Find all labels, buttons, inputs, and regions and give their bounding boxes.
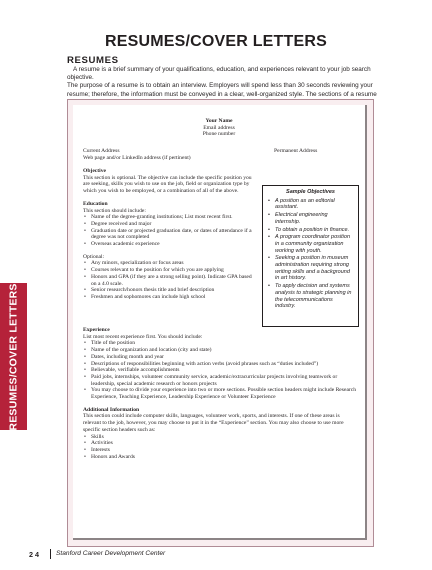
intro-paragraph-1: A resume is a brief summary of your qualifications, education, and experiences relevant to your job search objective. (67, 66, 371, 82)
side-section-tab-label: RESUMES/COVER LETTERS (7, 282, 20, 431)
resume-name: Your Name (205, 118, 233, 124)
list-item: • Honors and GPA (if they are a strong selling point). Indicate GPA based on a 4.0 scale. (83, 274, 258, 287)
web-address: Web page and/or LinkedIn address (if pertinent) (83, 154, 191, 161)
footer-center-name: Stanford Career Development Center (56, 550, 166, 557)
list-item: • Degree received and major (83, 221, 258, 228)
resume-main-column (83, 168, 258, 301)
objective-text: This section is optional. The objective can include the specific position you are seeking, skills you wish to use on the job, field or organization type by which you wish to be employed, or a combination of all of the above. (83, 174, 252, 195)
sample-resume-frame (67, 99, 374, 547)
list-item: • Courses relevant to the position for which you are applying (83, 267, 258, 274)
additional-info-list (83, 434, 359, 461)
list-item: • Interests (83, 447, 359, 454)
resume-phone: Phone number (202, 131, 236, 138)
education-heading: Education (83, 200, 108, 207)
section-heading: RESUMES (67, 55, 119, 66)
additional-info-text: This section could include computer skills, languages, volunteer work, sports, and interests. If one of these areas is relevant to the job, however, you may choose to put it in the “Experience” section. You may also choose to use more specific section headers such as: (83, 413, 344, 433)
list-item: • Descriptions of responsibilities beginning with action verbs (avoid phrases such as “duties included”) (83, 361, 359, 368)
current-address-block (83, 148, 191, 161)
objective-heading: Objective (83, 168, 106, 174)
side-section-tab (0, 283, 27, 430)
resume-lower-section (83, 327, 359, 460)
additional-info-heading: Additional Information (83, 406, 140, 413)
experience-list (83, 340, 359, 400)
sample-objective-item: • To apply decision and systems analysis to strategic planning in the telecommunications industry. (268, 283, 353, 310)
permanent-address: Permanent Address (274, 148, 318, 154)
list-item: • Skills (83, 434, 359, 441)
list-item: • You may choose to divide your experience into two or more sections. Possible section headers might include Research Experience, Teaching Experience, Leadership Experience or Volunteer Experience (83, 387, 359, 400)
resume-header (73, 118, 365, 138)
sample-objective-item: • Seeking a position in museum administration requiring strong writing skills and a background in art history. (268, 255, 353, 282)
experience-heading: Experience (83, 327, 110, 333)
optional-list (83, 260, 258, 300)
sample-resume-sheet (73, 105, 367, 540)
list-item: • Senior research/honors thesis title and brief description (83, 287, 258, 294)
list-item: • Dates, including month and year (83, 354, 359, 361)
list-item: • Graduation date or projected graduation date, or dates of attendance if a degree was not completed (83, 228, 258, 241)
sample-objective-item: • A program coordinator position in a community organization working with youth. (268, 234, 353, 254)
page-title: RESUMES/COVER LETTERS (104, 33, 327, 50)
intro-paragraph-2: The purpose of a resume is to obtain an interview. Employers will spend less than 30 seconds reviewing your resume; therefore, the information must be conveyed in a clear, well-organized style. The sections of a resume (67, 82, 377, 98)
sample-objectives-list (268, 198, 353, 310)
current-address: Current Address (83, 148, 120, 154)
resume-email: Email address (203, 124, 235, 131)
list-item: • Activities (83, 440, 359, 447)
list-item: • Freshmen and sophomores can include high school (83, 294, 258, 301)
list-item: • Name of the organization and location (city and state) (83, 347, 359, 354)
education-list (83, 214, 258, 248)
education-intro: This section should include: (83, 207, 146, 214)
sample-objective-item: • Electrical engineering internship. (268, 212, 353, 225)
footer-divider (50, 549, 51, 559)
list-item: • Title of the position (83, 340, 359, 347)
sample-objective-item: • A position as an editorial assistant. (268, 198, 353, 211)
page-number: 24 (29, 550, 41, 559)
sample-objective-item: • To obtain a position in finance. (268, 227, 353, 234)
list-item: • Any minors, specialization or focus areas (83, 260, 258, 267)
optional-label: Optional: (83, 253, 105, 260)
list-item: • Honors and Awards (83, 454, 359, 461)
list-item: • Paid jobs, internships, volunteer community service, academic/extracurricular projects involving teamwork or leadership, special academic research or honors projects (83, 374, 359, 387)
list-item: • Name of the degree-granting institutions; List most recent first. (83, 214, 258, 221)
sample-objectives-box (262, 185, 359, 327)
list-item: • Believable, verifiable accomplishments (83, 367, 359, 374)
list-item: • Overseas academic experience (83, 241, 258, 248)
experience-intro: List most recent experience first. You should include: (83, 333, 203, 340)
sample-objectives-title: Sample Objectives (286, 189, 335, 195)
